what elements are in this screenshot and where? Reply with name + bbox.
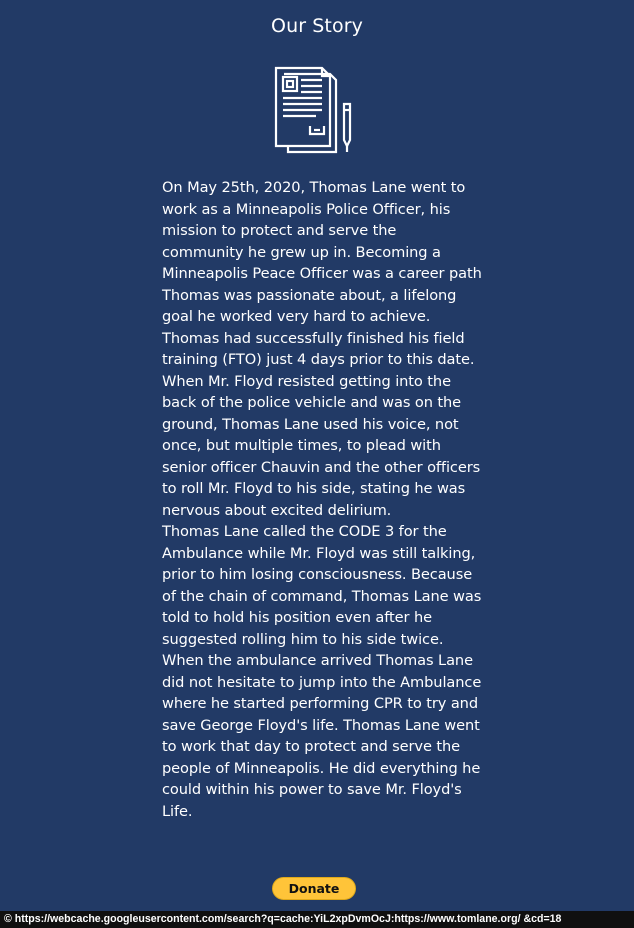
donate-button[interactable]: Donate [272,877,356,900]
story-paragraph-2: Thomas Lane called the CODE 3 for the Ambulance while Mr. Floyd was still talking, prior to him losing consciousness. Because of the chain of command, Thomas Lane was told to hold his position even after he suggested rolling him to his side twice. When the ambulance arrived Thomas Lane did not hesitate to jump into the Ambulance where he started performing CPR to try and save George Floyd's life. Thomas Lane went to work that day to protect and serve the people of Minneapolis. He did everything he could within his power to save Mr. Floyd's Life. [162,523,482,820]
document-with-pencil-icon [270,66,360,158]
story-paragraph-1: On May 25th, 2020, Thomas Lane went to work as a Minneapolis Police Officer, his mission to protect and serve the community he grew up in. Becoming a Minneapolis Peace Officer was a career path Thomas was passionate about, a lifelong goal he worked very hard to achieve. Thomas had successfully finished his field training (FTO) just 4 days prior to this date. When Mr. Floyd resisted getting into the back of the police vehicle and was on the ground, Thomas Lane used his voice, not once, but multiple times, to plead with senior officer Chauvin and the other officers to roll Mr. Floyd to his side, stating he was nervous about excited delirium. [162,179,482,519]
story-text [162,177,482,822]
page-title: Our Story [271,15,363,37]
source-url-caption: © https://webcache.googleusercontent.com/search?q=cache:YiL2xpDvmOcJ:https://www.tomlane.org/ &cd=18 [0,911,634,928]
